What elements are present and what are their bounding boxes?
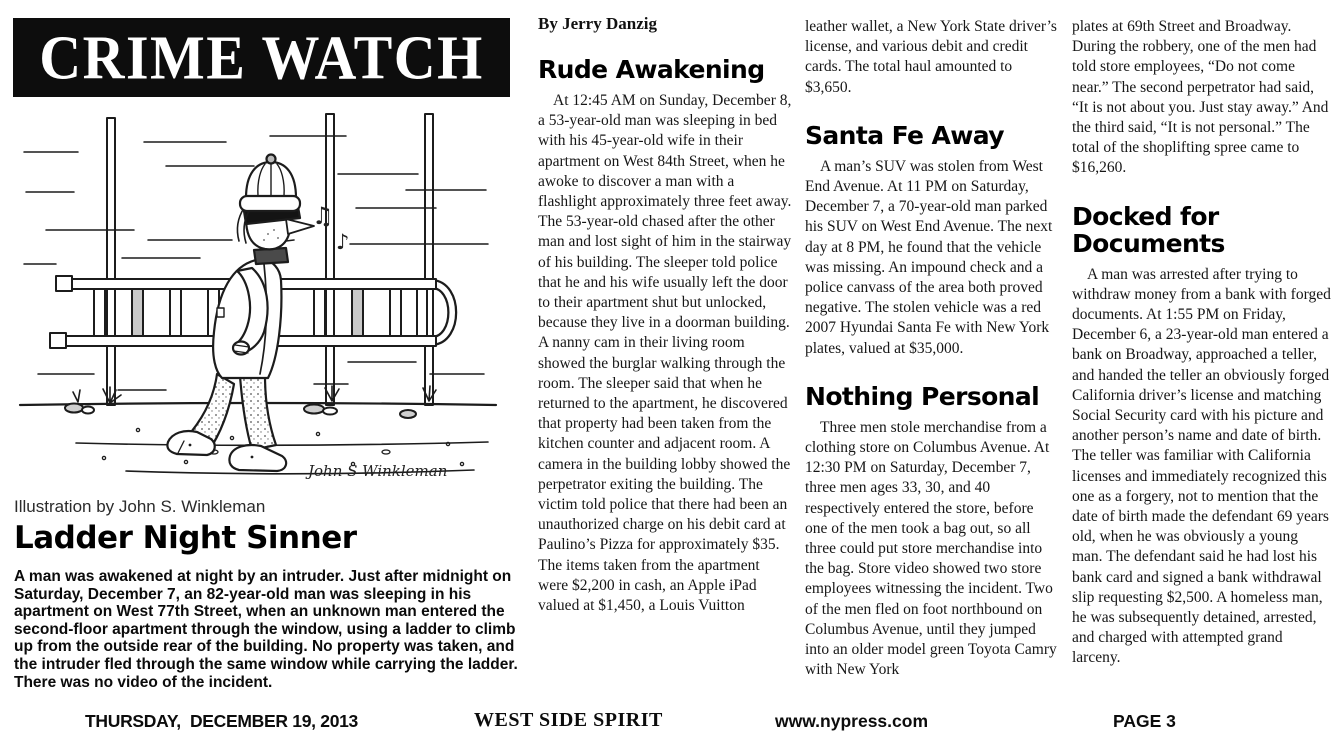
column-middle <box>805 14 1059 718</box>
beanie-knob <box>267 155 276 164</box>
section-heading-docked-for-documents: Docked for Documents <box>1072 201 1225 258</box>
section-heading-nothing-personal: Nothing Personal <box>805 381 1040 411</box>
crime-watch-banner <box>13 18 510 97</box>
ladder-burglar-illustration <box>18 110 510 494</box>
footer-publication: WEST SIDE SPIRIT <box>474 709 663 731</box>
story-text-santa-fe-away: A man’s SUV was stolen from West End Avenue. At 11 PM on Saturday, December 7, a 70-year-old man parked his SUV on West End Avenue. The next day at 8 PM, he found that the vehicle was missing. An impound check and a police canvass of the area both proved negative. The stolen vehicle was a red 2007 Hyundai Santa Fe with New York plates, valued at $35,000. <box>805 157 1053 357</box>
burglar-figure <box>167 155 314 472</box>
story-headline: Ladder Night Sinner <box>14 520 357 556</box>
front-leg <box>240 376 276 450</box>
banner-title: CRIME WATCH <box>39 21 484 93</box>
story-text-nothing-personal: Three men stole merchandise from a clothing store on Columbus Avenue. At 12:30 PM on Saturday, December 7, three men ages 33, 30, and 40 respectively entered the store, before one of the men took a bag out, so all three could put store merchandise into the bag. Store video showed two store employees witnessing the incident. Two of the men fled on foot northbound on Columbus Avenue, until they jumped into an older model green Toyota Camry with New York <box>805 418 1057 679</box>
music-note-icon: ♪ <box>336 230 350 254</box>
music-note-icon: ♫ <box>312 202 334 230</box>
column-rude-awakening <box>538 14 792 718</box>
story-text-continuation: plates at 69th Street and Broadway. During the robbery, one of the men had told store employees, “Do not come near.” The second perpetrator had said, “It is not about you. Just stay away.” And the third said, “It is not personal.” The total of the shoplifting spree came to $16,260. <box>1072 18 1329 177</box>
footer-date: THURSDAY, DECEMBER 19, 2013 <box>85 711 358 731</box>
beanie-brim <box>240 196 300 211</box>
story-text-rude-awakening: At 12:45 AM on Sunday, December 8, a 53-year-old man was sleeping in bed with his 45-year-old wife in their apartment on West 84th Street, when he awoke to discover a man with a flashlight approximately three feet away. The 53-year-old chased after the other man and lost sight of him in the stairway of his building. The sleeper told police that he and his wife usually left the door to their apartment shut but unlocked, because they live in a doorman building. A nanny cam in their living room showed the burglar walking through the room. The sleeper said that when he returned to the apartment, he discovered that property had been taken from the kitchen counter and adjacent room. A camera in the building lobby showed the perpetrator exiting the building. The victim told police that there had been an unauthorized charge on his debit card at Paulino’s Pizza for approximately $35. The items taken from the apartment were $2,200 in cash, an Apple iPad valued at $1,450, a Louis Vuitton <box>538 92 792 615</box>
story-lede: A man was awakened at night by an intruder. Just after midnight on Saturday, December 7, an 82-year-old man was sleeping in his apartment on West 77th Street, when an unknown man entered the second-floor apartment through the window, using a ladder to climb up from the outside rear of the building. No property was taken, and the intruder fled through the same window while carrying the ladder. There was no video of the incident. <box>14 568 518 691</box>
section-heading-santa-fe-away: Santa Fe Away <box>805 120 1004 150</box>
mouth <box>286 240 294 241</box>
section-heading-rude-awakening: Rude Awakening <box>538 55 765 84</box>
nose <box>286 219 314 234</box>
front-shoe <box>229 445 286 471</box>
story-text-continuation: leather wallet, a New York State driver’s license, and various debit and credit cards. The total haul amounted to $3,650. <box>805 18 1057 96</box>
illustration-credit: Illustration by John S. Winkleman <box>14 497 266 516</box>
footer-website: www.nypress.com <box>775 711 929 731</box>
footer-page-number: PAGE 3 <box>1113 711 1176 731</box>
column-right <box>1072 14 1332 718</box>
story-text-docked-for-documents: A man was arrested after trying to withdraw money from a bank with forged documents. At 1:55 PM on Friday, December 6, a 23-year-old man entered a bank on Broadway, approached a teller, and handed the teller an obviously forged California driver’s license and matching Social Security card with his picture and another person’s name and date of birth. The teller was familiar with California licenses and immediately recognized this one as a forgery, not to mention that the date of birth made the defendant 69 years old, when he was obviously a young man. The defendant said he had lost his bank card and signed a bank withdrawal slip requesting $2,500. A homeless man, he was subsequently detained, arrested, and charged with attempted grand larceny. <box>1072 265 1331 667</box>
artist-signature: John S Winkleman <box>308 462 448 480</box>
byline: By Jerry Danzig <box>538 14 657 33</box>
ladder-burglar-svg <box>18 110 510 494</box>
